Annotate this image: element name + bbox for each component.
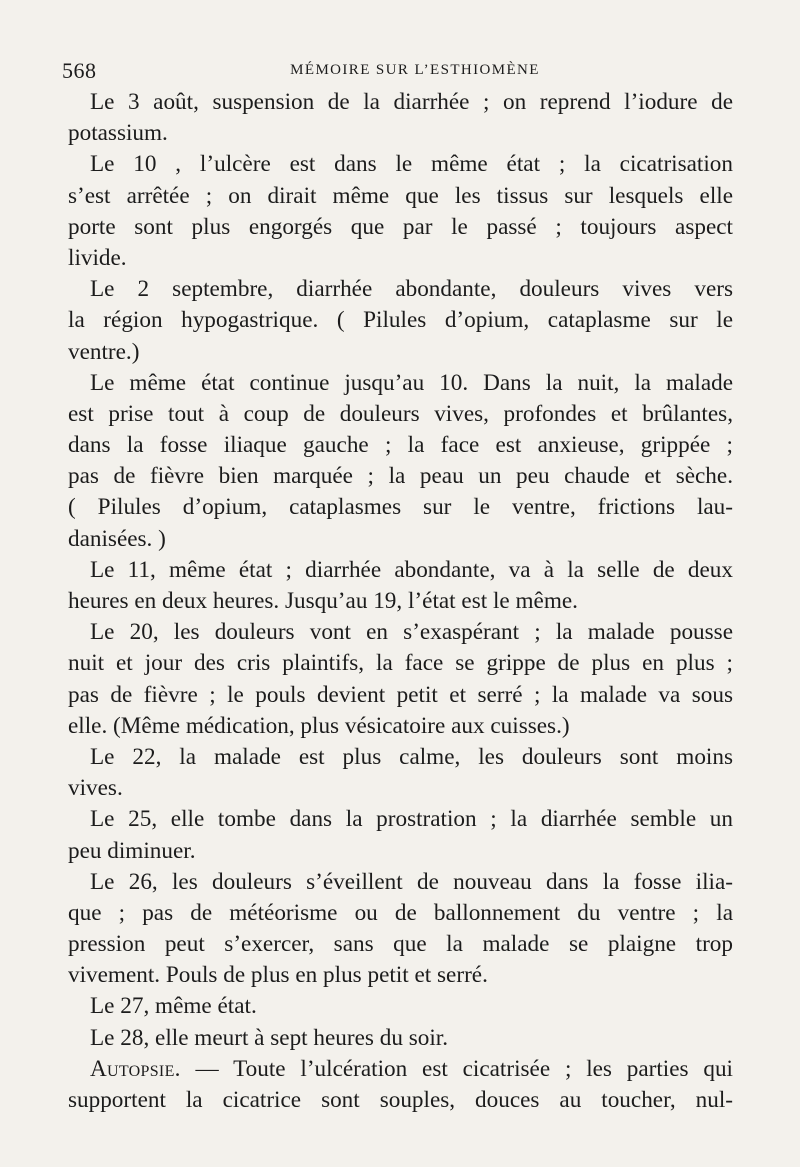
- line-text: vives.: [68, 775, 123, 802]
- text-line: [68, 1023, 733, 1054]
- text-line: [68, 586, 733, 617]
- text-line: [68, 960, 733, 991]
- line-text: porte sont plus engorgés que par le passé ; toujours aspect: [68, 213, 733, 240]
- text-line: [68, 1085, 733, 1116]
- line-text: dans la fosse iliaque gauche ; la face est anxieuse, grippée ;: [68, 432, 733, 459]
- text-line: [68, 337, 733, 368]
- text-line: [68, 680, 733, 711]
- text-line: [68, 274, 733, 305]
- text-line: [68, 181, 733, 212]
- line-text: Le 20, les douleurs vont en s’exaspérant ; la malade pousse: [90, 619, 733, 646]
- text-line: [68, 836, 733, 867]
- line-text: Le 3 août, suspension de la diarrhée ; on reprend l’iodure de: [90, 89, 733, 115]
- text-line: [68, 368, 733, 399]
- text-line: [68, 243, 733, 274]
- line-text: potassium.: [68, 120, 168, 147]
- line-text: s’est arrêtée ; on dirait même que les tissus sur lesquels elle: [68, 182, 733, 209]
- text-line: [68, 617, 733, 648]
- line-text: Le même état continue jusqu’au 10. Dans la nuit, la malade: [90, 369, 733, 396]
- running-title: MÉMOIRE SUR L’ESTHIOMÈNE: [290, 62, 540, 78]
- line-text: nuit et jour des cris plaintifs, la face se grippe de plus en plus ;: [68, 650, 733, 677]
- line-text: elle. (Même médication, plus vésicatoire aux cuisses.): [68, 712, 570, 739]
- page-number: 568: [62, 58, 97, 83]
- line-text: danisées. ): [68, 525, 166, 552]
- line-text: Le 28, elle meurt à sept heures du soir.: [90, 1024, 449, 1051]
- text-line: [68, 149, 733, 180]
- text-line: [68, 87, 733, 118]
- text-line: [68, 804, 733, 835]
- text-line: [68, 991, 733, 1022]
- text-line: [68, 492, 733, 523]
- body-text: [68, 87, 733, 1116]
- text-line: [68, 399, 733, 430]
- text-line: [68, 929, 733, 960]
- text-line: [68, 212, 733, 243]
- text-line: [68, 711, 733, 742]
- page-header: [62, 58, 728, 82]
- text-line: [68, 555, 733, 586]
- line-text: Le 27, même état.: [90, 993, 257, 1020]
- line-text: ventre.): [68, 338, 140, 365]
- text-line: [68, 524, 733, 555]
- text-line: [68, 1054, 733, 1085]
- text-line: [68, 898, 733, 929]
- text-line: [68, 742, 733, 773]
- text-line: [68, 430, 733, 461]
- text-line: [68, 118, 733, 149]
- section-lead: Autopsie.: [90, 1055, 181, 1082]
- line-text: Le 10 , l’ulcère est dans le même état ; la cicatrisation: [90, 151, 733, 178]
- line-text: vivement. Pouls de plus en plus petit et serré.: [68, 962, 488, 989]
- line-text: supportent la cicatrice sont souples, douces au toucher, nul-: [68, 1087, 733, 1113]
- line-text: Le 11, même état ; diarrhée abondante, va à la selle de deux: [90, 556, 733, 583]
- text-line: [68, 305, 733, 336]
- line-text: livide.: [68, 244, 127, 271]
- line-text: Le 2 septembre, diarrhée abondante, douleurs vives vers: [90, 276, 733, 303]
- line-text: la région hypogastrique. ( Pilules d’opium, cataplasme sur le: [68, 307, 733, 334]
- line-text: pas de fièvre ; le pouls devient petit et serré ; la malade va sous: [68, 681, 733, 708]
- text-line: [68, 773, 733, 804]
- text-line: [68, 867, 733, 898]
- line-text: Le 26, les douleurs s’éveillent de nouveau dans la fosse ilia-: [90, 868, 733, 895]
- line-text: pression peut s’exercer, sans que la malade se plaigne trop: [68, 931, 733, 958]
- text-line: [68, 648, 733, 679]
- line-text: peu diminuer.: [68, 837, 196, 864]
- text-line: [68, 461, 733, 492]
- line-text: heures en deux heures. Jusqu’au 19, l’état est le même.: [68, 588, 578, 614]
- line-text: pas de fièvre bien marquée ; la peau un peu chaude et sèche.: [68, 463, 733, 490]
- line-text: que ; pas de météorisme ou de ballonnement du ventre ; la: [68, 899, 733, 926]
- line-text: est prise tout à coup de douleurs vives, profondes et brûlantes,: [68, 400, 733, 427]
- line-text: Le 25, elle tombe dans la prostration ; la diarrhée semble un: [90, 806, 733, 833]
- line-text: — Toute l’ulcération est cicatrisée ; les parties qui: [180, 1055, 733, 1082]
- line-text: Le 22, la malade est plus calme, les douleurs sont moins: [90, 743, 733, 770]
- line-text: ( Pilules d’opium, cataplasmes sur le ventre, frictions lau-: [68, 494, 733, 521]
